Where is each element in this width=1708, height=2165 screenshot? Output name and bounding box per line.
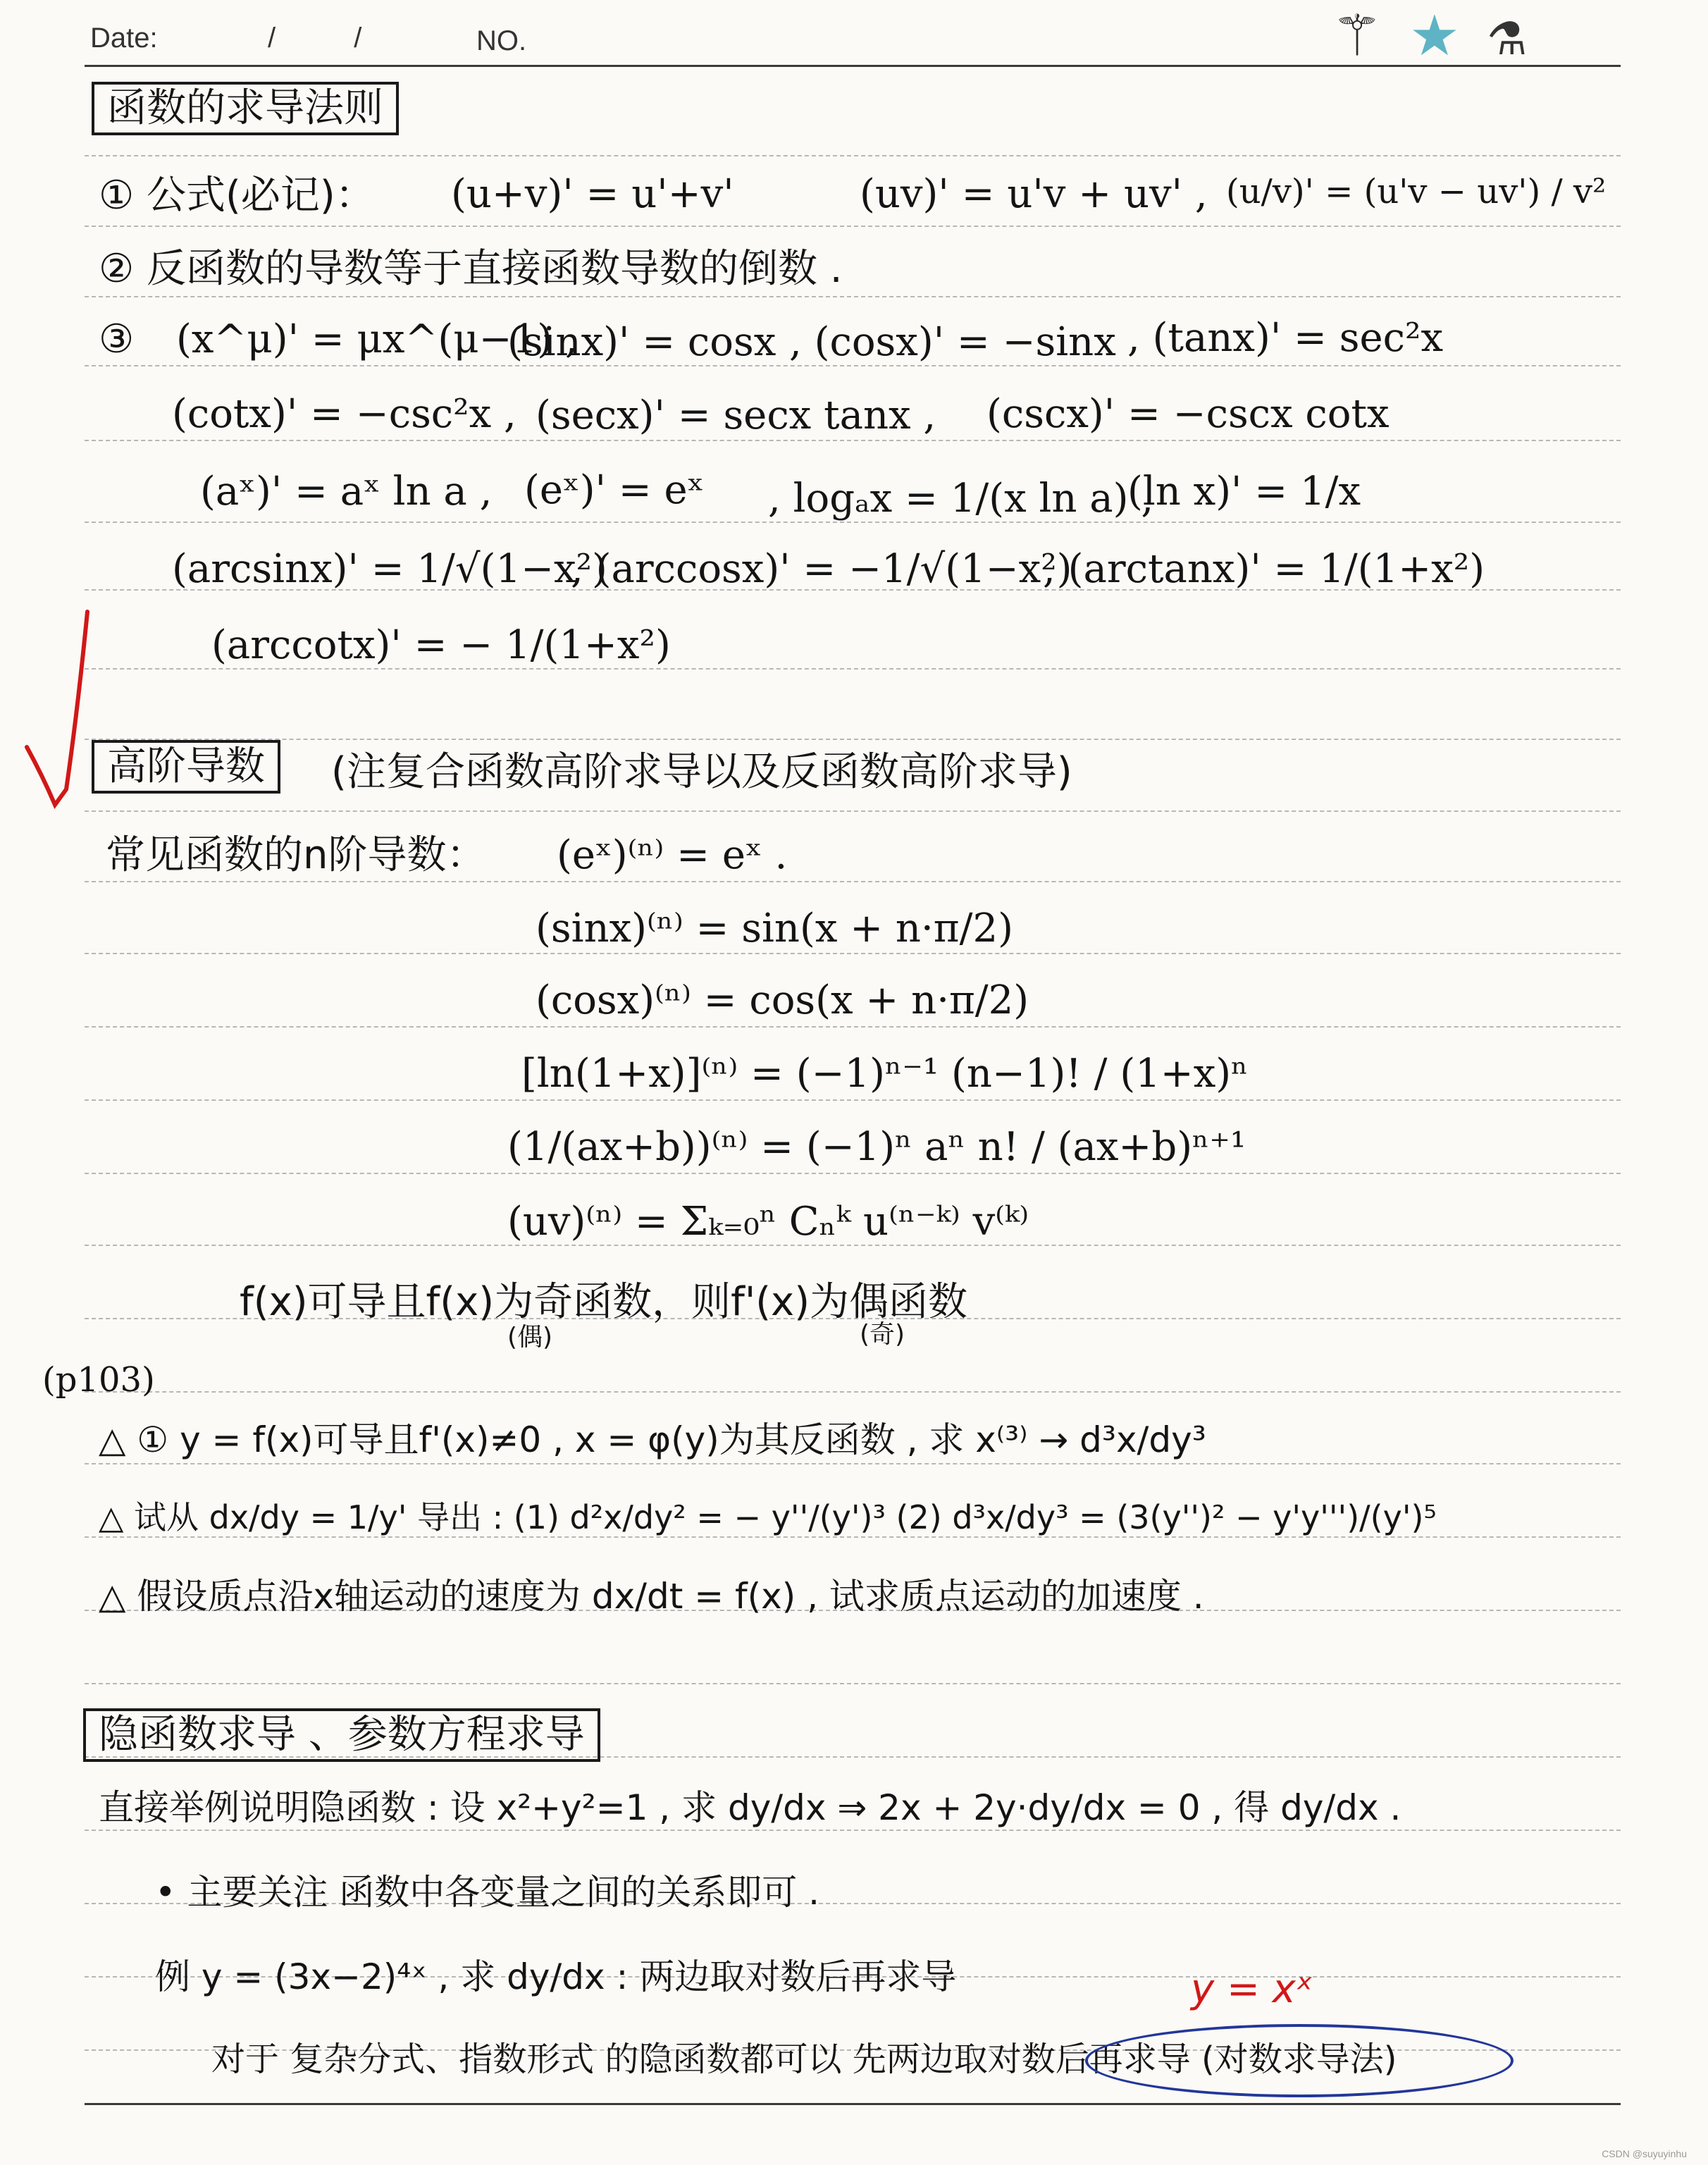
ruled-line [85,739,1621,740]
ruled-line [85,1536,1621,1538]
nth-cos: (cosx)⁽ⁿ⁾ = cos(x + n·π/2) [536,977,1029,1023]
rule3-label: ③ [99,316,135,362]
problem-2: △ 试从 dx/dy = 1/y' 导出 : (1) d²x/dy² = − y''/(y')³ (2) d³x/dy³ = (3(y'')² − y'y''')/(y')⁵ [99,1498,1437,1536]
ln-derivative: (ln x)' = 1/x [1127,469,1361,514]
exp-e-derivative: (eˣ)' = eˣ [524,467,705,513]
leibniz-formula: (uv)⁽ⁿ⁾ = Σₖ₌₀ⁿ Cₙᵏ u⁽ⁿ⁻ᵏ⁾ v⁽ᵏ⁾ [507,1199,1029,1245]
red-checkmark-icon [21,606,99,810]
date-slashes: / / [268,23,362,54]
ruled-line [85,668,1621,670]
rule2-inverse-function: ② 反函数的导数等于直接函数导数的倒数 . [99,246,843,292]
ruled-line [85,296,1621,297]
log-diff-example: 例 y = (3x−2)⁴ˣ , 求 dy/dx : 两边取对数后再求导 [155,1956,957,1997]
ruled-line [85,440,1621,441]
rule1-label: ① 公式(必记)： [99,173,375,218]
tan-derivative: , (tanx)' = sec²x [1127,315,1444,361]
red-annotation: y = xˣ [1191,1966,1313,2012]
arcsin-derivative: (arcsinx)' = 1/√(1−x²) [172,546,607,592]
problem-3: △ 假设质点沿x轴运动的速度为 dx/dt = f(x) , 试求质点运动的加速度 . [99,1576,1204,1617]
star-sticker-icon: ★ [1409,4,1460,67]
rule1-quotient-formula: (u/v)' = (u'v − uv') / v² [1226,172,1607,211]
cos-derivative: , (cosx)' = −sinx [789,319,1116,365]
highlight-circle [1085,2024,1514,2097]
section-title-higher-order: 高阶导数 [92,740,280,794]
page-reference: (p103) [42,1360,155,1400]
no-label: NO. [476,25,527,56]
bottle-doodle-icon: ⚗ [1487,13,1528,64]
section-subtitle-higher-order: (注复合函数高阶求导以及反函数高阶求导) [331,749,1072,795]
arctan-derivative: , (arctanx)' = 1/(1+x²) [1043,546,1485,592]
date-label: Date: [90,23,158,54]
ruled-line [85,155,1621,156]
ruled-line [85,1026,1621,1028]
ruled-line [85,1245,1621,1246]
ruled-line [85,226,1621,227]
nth-exp: (eˣ)⁽ⁿ⁾ = eˣ . [557,832,788,878]
log-derivative: , logₐx = 1/(x ln a) , [768,476,1154,522]
ruled-line [85,1683,1621,1684]
odd-even-sub1: (偶) [507,1323,553,1352]
nth-reciprocal: (1/(ax+b))⁽ⁿ⁾ = (−1)ⁿ aⁿ n! / (ax+b)ⁿ⁺¹ [507,1124,1246,1170]
ruled-line [85,881,1621,882]
rule1-sum-formula: (u+v)' = u'+v' [451,171,734,217]
problem-1: △ ① y = f(x)可导且f'(x)≠0 , x = φ(y)为其反函数 , 求 x⁽³⁾ → d³x/dy³ [99,1419,1206,1460]
header-rule [85,65,1621,67]
bottom-rule [85,2103,1621,2105]
ruled-line [85,365,1621,366]
odd-even-note: f(x)可导且f(x)为奇函数，则f'(x)为偶函数 [240,1279,968,1325]
nth-derivative-intro: 常见函数的n阶导数： [106,832,486,878]
nth-sin: (sinx)⁽ⁿ⁾ = sin(x + n·π/2) [536,906,1013,951]
ruled-line [85,953,1621,954]
ruled-line [85,1173,1621,1174]
section-title-derivative-rules: 函数的求导法则 [92,82,399,135]
ruled-line [85,1463,1621,1464]
csc-derivative: (cscx)' = −cscx cotx [986,391,1390,437]
power-derivative: (x^μ)' = μx^(μ−1) , [176,316,578,362]
exp-a-derivative: (aˣ)' = aˣ ln a , [200,469,493,514]
watermark: CSDN @suyuyinhu [1602,2148,1687,2159]
ruled-line [85,1830,1621,1831]
implicit-note: • 主要关注 函数中各变量之间的关系即可 . [155,1872,820,1913]
ruled-line [85,1099,1621,1101]
arccot-derivative: (arccotx)' = − 1/(1+x²) [211,622,671,668]
ruled-line [85,1391,1621,1393]
arccos-derivative: , (arccosx)' = −1/√(1−x²) [571,546,1072,592]
rule1-product-formula: (uv)' = u'v + uv' , [860,171,1208,217]
section-title-implicit: 隐函数求导 、参数方程求导 [83,1708,600,1762]
implicit-example: 直接举例说明隐函数 : 设 x²+y²=1 , 求 dy/dx ⇒ 2x + 2y·dy/dx = 0 , 得 dy/dx . [99,1787,1401,1828]
odd-even-sub2: (奇) [860,1320,905,1349]
ruled-line [85,810,1621,812]
triangle-doodle-icon: ⚚ [1332,4,1382,67]
nth-ln: [ln(1+x)]⁽ⁿ⁾ = (−1)ⁿ⁻¹ (n−1)! / (1+x)ⁿ [521,1051,1249,1097]
cot-derivative: (cotx)' = −csc²x , [172,391,516,437]
sin-derivative: (sinx)' = cosx [507,319,776,365]
log-diff-summary: 对于 复杂分式、指数形式 的隐函数都可以 先两边取对数后再求导 (对数求导法) [211,2040,1397,2079]
ruled-line [85,522,1621,523]
sec-derivative: (secx)' = secx tanx , [536,393,936,438]
